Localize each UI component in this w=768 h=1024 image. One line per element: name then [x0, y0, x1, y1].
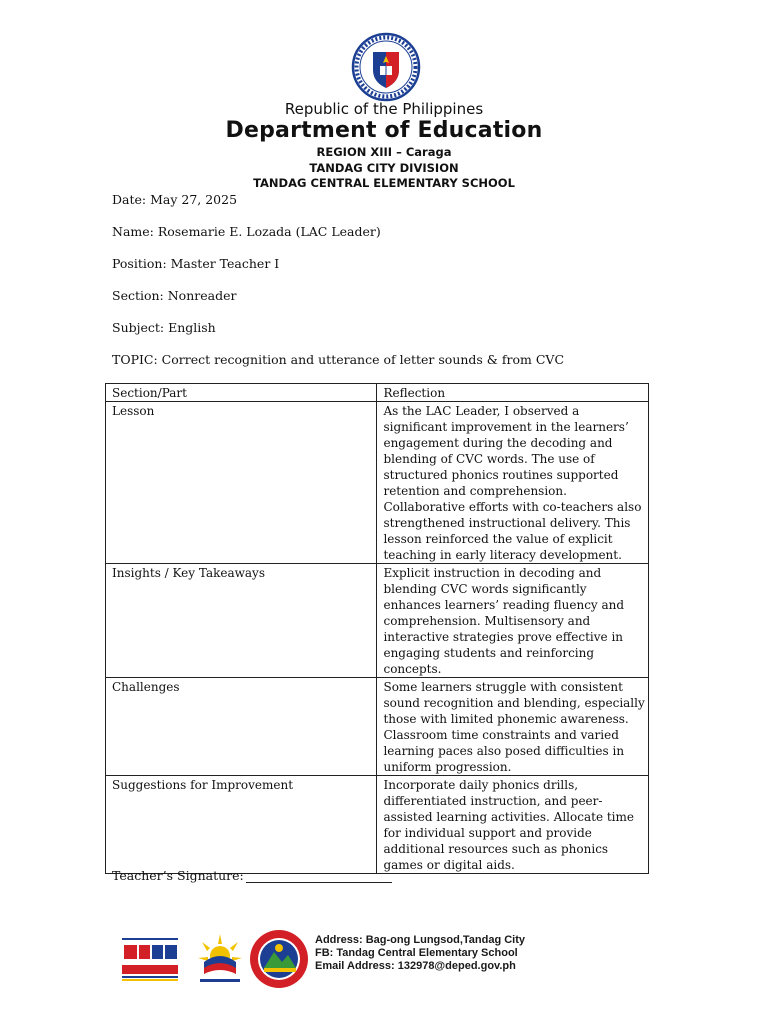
position-field: Position: Master Teacher I — [112, 256, 280, 271]
department-heading: Department of Education — [225, 118, 543, 143]
section-field: Section: Nonreader — [112, 288, 237, 303]
row-reflection: As the LAC Leader, I observed a significant improvement in the learners’ engagement during the decoding and blending of CVC words. The use of structured phonics routines supported retention and comprehension. Collaborative efforts with co-teachers also strengthened instructional delivery. This lesson reinforced the value of explicit teaching in early literacy development. — [377, 402, 649, 564]
date-field: Date: May 27, 2025 — [112, 192, 238, 207]
row-reflection: Explicit instruction in decoding and blending CVC words significantly enhances learners’ reading fluency and comprehension. Multisensory and interactive strategies prove effective in engaging students and reinforcing concepts. — [377, 564, 649, 678]
row-part: Challenges — [106, 678, 377, 776]
school-seal-logo — [248, 928, 310, 990]
name-field: Name: Rosemarie E. Lozada (LAC Leader) — [112, 224, 381, 239]
signature-blank — [246, 869, 392, 883]
footer-logos — [118, 928, 318, 988]
deped-matatag-logo — [118, 938, 182, 984]
row-reflection: Some learners struggle with consistent sound recognition and blending, especially those with limited phonemic awareness. Classroom time constraints and varied learning paces also posed difficulties in uniform progression. — [377, 678, 649, 776]
table-header-row — [106, 384, 649, 402]
table-row — [106, 564, 649, 678]
footer-facebook: FB: Tandag Central Elementary School — [315, 947, 518, 959]
signature-label: Teacher’s Signature: — [112, 868, 244, 883]
header-section-part: Section/Part — [106, 384, 377, 402]
reflection-table — [105, 383, 649, 874]
table-row — [106, 776, 649, 874]
row-part: Insights / Key Takeaways — [106, 564, 377, 678]
republic-heading: Republic of the Philippines — [284, 100, 484, 118]
table-row — [106, 678, 649, 776]
division-heading: TANDAG CITY DIVISION — [309, 161, 459, 175]
header-reflection: Reflection — [377, 384, 649, 402]
region-heading: REGION XIII – Caraga — [316, 145, 452, 159]
deped-seal-logo — [340, 32, 432, 102]
school-heading: TANDAG CENTRAL ELEMENTARY SCHOOL — [253, 176, 515, 190]
footer-address: Address: Bag-ong Lungsod,Tandag City — [315, 934, 526, 946]
bagong-pilipinas-logo — [190, 932, 250, 986]
table-row — [106, 402, 649, 564]
row-part: Lesson — [106, 402, 377, 564]
subject-field: Subject: English — [112, 320, 216, 335]
topic-field: TOPIC: Correct recognition and utterance of letter sounds & from CVC — [112, 352, 565, 367]
footer-email: Email Address: 132978@deped.gov.ph — [315, 960, 516, 972]
row-part: Suggestions for Improvement — [106, 776, 377, 874]
row-reflection: Incorporate daily phonics drills, differentiated instruction, and peer-assisted learning activities. Allocate time for individual support and provide additional resources such as phonics games or digital aids. — [377, 776, 649, 874]
signature-line — [112, 868, 392, 883]
